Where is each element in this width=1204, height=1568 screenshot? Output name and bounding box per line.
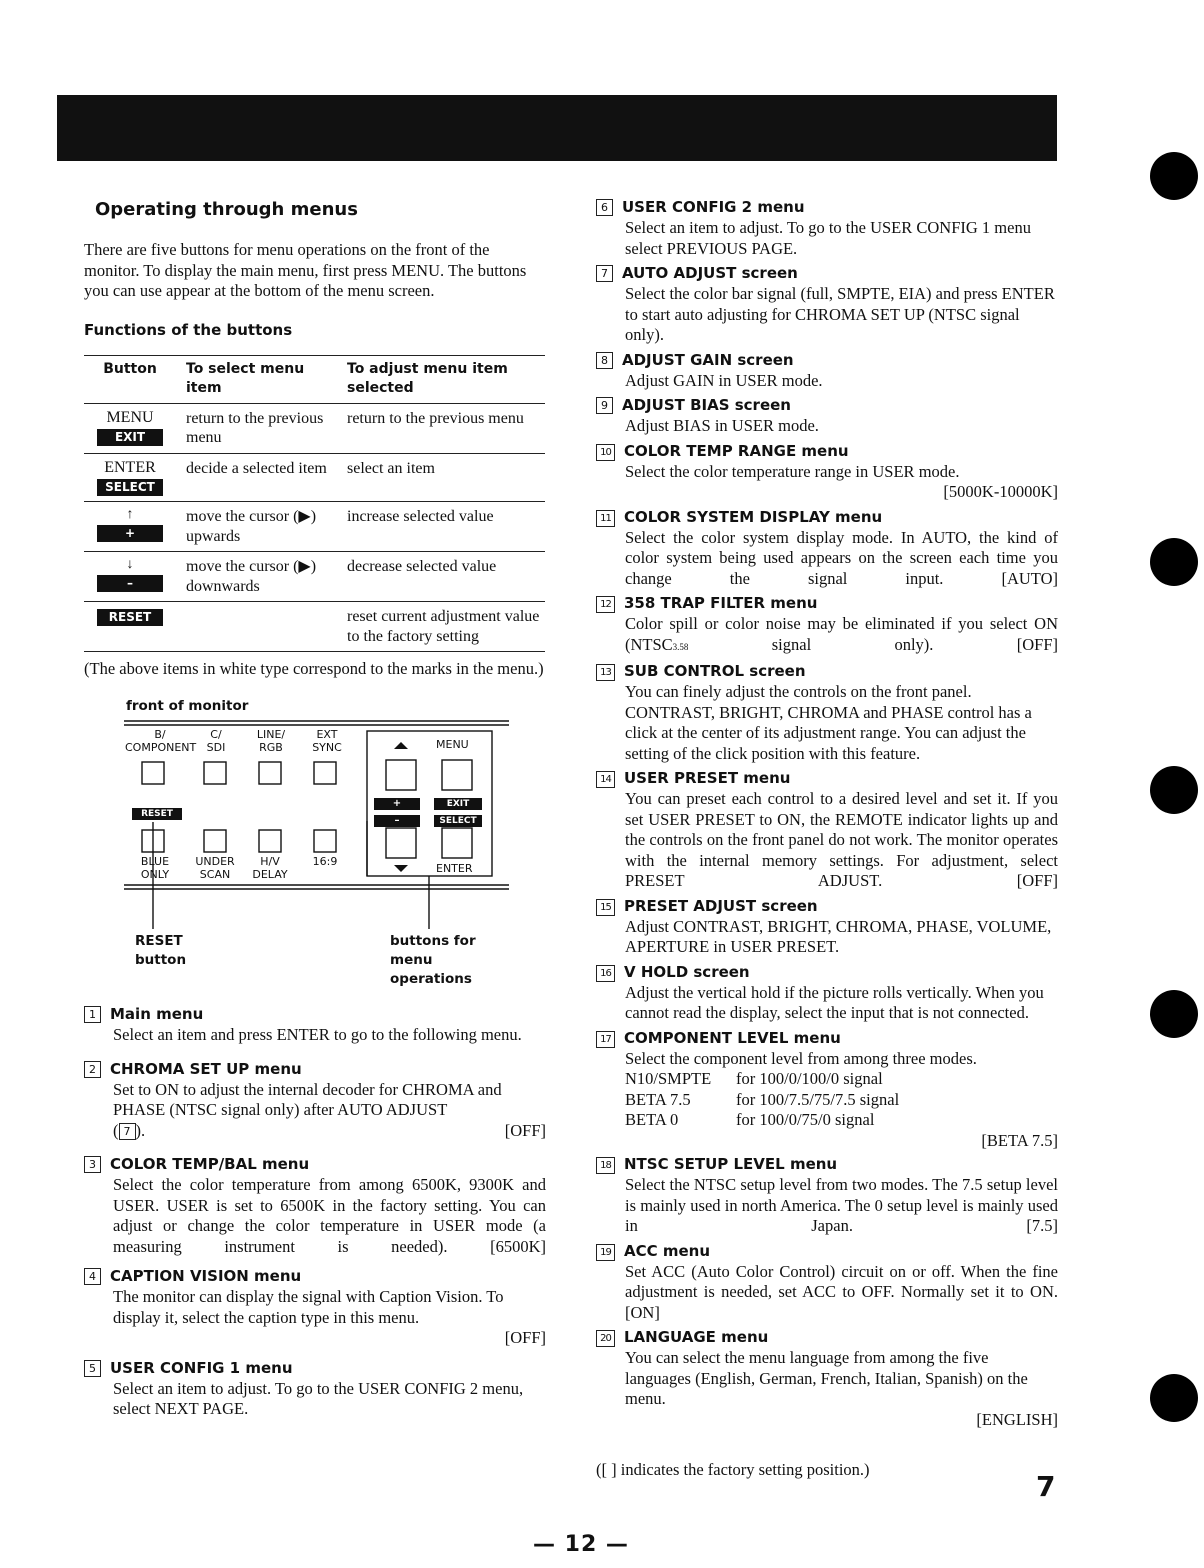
item-body: You can finely adjust the controls on the front panel. CONTRAST, BRIGHT, CHROMA and PHASE control has a click at the center of its adjustment range. You can adjust the setting of the click position with this feature. (625, 682, 1032, 763)
down-arrow-icon (394, 865, 408, 872)
table-row (84, 502, 545, 552)
default-value: [BETA 7.5] (981, 1130, 1058, 1150)
default-value: [ENGLISH] (976, 1409, 1058, 1429)
default-value: [OFF] (504, 1120, 546, 1140)
reset-tag: RESET (97, 609, 163, 626)
default-value: [OFF] (504, 1328, 546, 1347)
table-cell: return to the previous menu (341, 403, 545, 453)
buttons-table (84, 355, 545, 653)
item-body: Select the color bar signal (full, SMPTE, EIA) and press ENTER to start auto adjusting for CHROMA SET UP (NTSC signal only). (625, 284, 1055, 344)
panel-button[interactable] (314, 830, 336, 852)
item-body: Select the color system display mode. In AUTO, the kind of color system being used appears on the screen each time you change the signal input. (625, 527, 1058, 588)
item-title: COLOR TEMP RANGE menu (624, 441, 849, 460)
list-item (596, 440, 1058, 503)
item-title: USER CONFIG 1 menu (110, 1358, 293, 1377)
section-title: Operating through menus (95, 199, 358, 220)
down-arrow-icon: ↓ (126, 557, 134, 572)
item-number: 9 (596, 397, 613, 414)
item-number: 1 (84, 1006, 101, 1023)
item-title: ADJUST BIAS screen (622, 396, 791, 414)
item-title: CHROMA SET UP menu (110, 1059, 302, 1078)
minus-tag: – (97, 575, 163, 592)
item-number: 10 (596, 444, 615, 461)
item-number: 13 (596, 664, 615, 681)
binding-hole (1150, 538, 1198, 586)
reset-button-callout: RESET button (135, 933, 187, 968)
menu-label: MENU (436, 738, 469, 751)
list-item (84, 1153, 546, 1257)
item-body: The monitor can display the signal with Caption Vision. To display it, select the caption type in this menu. (113, 1287, 504, 1327)
item-body: Select the component level from among three modes. (625, 1048, 977, 1068)
item-number: 5 (84, 1360, 101, 1377)
item-title: USER CONFIG 2 menu (622, 198, 805, 216)
list-item (596, 394, 1058, 437)
mode-desc: for 100/0/100/0 signal (736, 1069, 883, 1088)
table-header: Button (84, 355, 180, 403)
button-name: MENU (106, 408, 154, 426)
page-number: — 12 — (533, 1532, 629, 1557)
under-scan-label: UNDER SCAN (195, 855, 235, 881)
panel-button[interactable] (259, 830, 281, 852)
list-item (596, 660, 1058, 764)
functions-subheading: Functions of the buttons (84, 320, 293, 339)
select-tag: SELECT (97, 479, 163, 496)
up-arrow-icon (394, 742, 408, 749)
item-body: Select an item to adjust. To go to the USER CONFIG 2 menu, select NEXT PAGE. (113, 1378, 524, 1418)
item-number: 12 (596, 596, 615, 613)
up-arrow-icon: ↑ (126, 507, 134, 522)
item-title: COMPONENT LEVEL menu (624, 1028, 841, 1047)
intro-paragraph: There are five buttons for menu operations on the front of the monitor. To display the main menu, first press MENU. The buttons you can use appear at the bottom of the menu screen. (84, 240, 527, 300)
item-number: 6 (596, 199, 613, 216)
table-cell: move the cursor (▶) upwards (180, 502, 341, 552)
list-item (596, 196, 1058, 259)
exit-panel-tag: EXIT (446, 799, 470, 809)
menu-panel-button[interactable] (442, 760, 472, 790)
item-number: 19 (596, 1244, 615, 1261)
mode-list (625, 1069, 1058, 1131)
default-value: [5000K-10000K] (943, 482, 1058, 501)
list-item (596, 1326, 1058, 1430)
table-row (84, 602, 545, 652)
button-name: ENTER (104, 458, 156, 476)
list-item (596, 1153, 1058, 1237)
binding-hole (1150, 766, 1198, 814)
table-row (84, 403, 545, 453)
sync-label: EXT SYNC (312, 728, 342, 754)
hv-delay-label: H/V DELAY (252, 855, 288, 881)
table-cell: increase selected value (341, 502, 545, 552)
plus-panel-tag: + (392, 798, 402, 809)
component-label: B/ COMPONENT (125, 728, 197, 754)
up-panel-button[interactable] (386, 760, 416, 790)
item-number: 3 (84, 1156, 101, 1173)
table-cell: decide a selected item (180, 453, 341, 502)
item-body: Adjust GAIN in USER mode. (625, 370, 823, 390)
menu-buttons-callout: buttons for menu operations (390, 933, 476, 987)
list-item (596, 592, 1058, 657)
item-title: CAPTION VISION menu (110, 1267, 302, 1285)
exit-tag: EXIT (97, 429, 163, 446)
table-cell: return to the previous menu (180, 403, 341, 453)
list-item (596, 506, 1058, 590)
item-body: Color spill or color noise may be eliminated if you select ON (NTSC (625, 614, 1058, 654)
item-body: Select the color temperature range in USER mode. (625, 461, 960, 481)
table-header: To adjust menu item selected (341, 355, 545, 403)
list-item (596, 262, 1058, 346)
item-number: 16 (596, 965, 615, 982)
list-item (596, 895, 1058, 958)
default-value: [OFF] (1016, 634, 1058, 654)
down-panel-button[interactable] (386, 828, 416, 858)
item-number: 8 (596, 352, 613, 369)
binding-hole (1150, 990, 1198, 1038)
reset-panel-tag: RESET (141, 809, 173, 819)
aspect-label: 16:9 (312, 855, 338, 868)
table-cell: decrease selected value (341, 552, 545, 602)
select-panel-tag: SELECT (439, 816, 477, 826)
item-body: You can select the menu language from among the five languages (English, German, French, Italian, Spanish) on the menu. (625, 1348, 1028, 1408)
item-body: Set to ON to adjust the internal decoder for CHROMA and PHASE (NTSC signal only) after AUTO ADJUST (113, 1079, 502, 1119)
item-number: 4 (84, 1268, 101, 1285)
rgb-label: LINE/ RGB (256, 728, 286, 754)
subscript: 3.58 (672, 641, 689, 652)
item-title: ADJUST GAIN screen (622, 350, 794, 369)
table-row (84, 453, 545, 502)
table-header: To select menu item (180, 355, 341, 403)
item-body: Select the NTSC setup level from two modes. The 7.5 setup level is mainly used in north America. The 0 setup level is mainly used in Japan. (625, 1175, 1058, 1235)
table-note: (The above items in white type correspond to the marks in the menu.) (84, 659, 544, 678)
mode-name: N10/SMPTE (625, 1069, 712, 1088)
default-value: [7.5] (1026, 1216, 1058, 1235)
item-body: Adjust the vertical hold if the picture rolls vertically. When you cannot read the display, select the input that is not connected. (625, 982, 1044, 1022)
list-item (596, 961, 1058, 1024)
item-body: Select an item to adjust. To go to the USER CONFIG 1 menu select PREVIOUS PAGE. (625, 218, 1031, 258)
item-title: LANGUAGE menu (624, 1328, 769, 1346)
front-panel-diagram (84, 716, 546, 1006)
item-title: AUTO ADJUST screen (622, 264, 798, 282)
item-number: 11 (596, 510, 615, 527)
item-number: 15 (596, 899, 615, 916)
item-title: PRESET ADJUST screen (624, 896, 818, 915)
item-title: NTSC SETUP LEVEL menu (624, 1155, 838, 1173)
list-item (84, 1003, 546, 1046)
item-body: You can preset each control to a desired level and set it. If you set USER PRESET to ON, the REMOTE indicator lights up and the controls on the front panel do not work. The monitor operates with the internal memory settings. For adjustment, select PRESET ADJUST. (625, 789, 1058, 890)
item-ref: 7 (119, 1123, 136, 1140)
item-number: 20 (596, 1330, 615, 1347)
input-button[interactable] (259, 762, 281, 784)
list-item (596, 349, 1058, 392)
figure-title: front of monitor (126, 697, 249, 714)
header-banner (57, 95, 1057, 161)
list-item (596, 1027, 1058, 1152)
item-number: 18 (596, 1157, 615, 1174)
item-number: 17 (596, 1031, 615, 1048)
item-body-end: signal only). (688, 634, 934, 654)
item-title: COLOR SYSTEM DISPLAY menu (624, 507, 883, 526)
enter-label: ENTER (436, 862, 473, 875)
item-title: Main menu (110, 1005, 204, 1023)
item-body: Adjust CONTRAST, BRIGHT, CHROMA, PHASE, VOLUME, APERTURE in USER PRESET. (625, 916, 1052, 956)
default-value: [ON] (625, 1302, 660, 1322)
default-value: [AUTO] (1001, 568, 1058, 588)
item-title: COLOR TEMP/BAL menu (110, 1155, 310, 1173)
table-cell: select an item (341, 453, 545, 502)
list-item (596, 1240, 1058, 1324)
item-number: 2 (84, 1061, 101, 1078)
list-item (596, 767, 1058, 892)
item-body: Select the color temperature from among 6500K, 9300K and USER. USER is set to 6500K in the factory setting. You can adjust or change the color temperature in USER mode (a measuring instrument is needed). (113, 1175, 546, 1256)
table-cell: reset current adjustment value to the factory setting (341, 602, 545, 652)
blue-only-label: BLUE ONLY (140, 855, 170, 881)
right-column (596, 196, 1058, 1481)
default-value: [6500K] (490, 1236, 546, 1256)
list-item (84, 1357, 546, 1420)
minus-panel-tag: – (394, 815, 400, 826)
footnote: ([ ] indicates the factory setting position.) (596, 1460, 870, 1479)
item-title: USER PRESET menu (624, 769, 791, 787)
mode-name: BETA 7.5 (625, 1089, 691, 1109)
table-row (84, 552, 545, 602)
table-cell: move the cursor (▶) downwards (180, 552, 341, 602)
list-item: 2 CHROMA SET UP menu Set to ON to adjust the internal decoder for CHROMA and PHASE (NTSC signal only) after AUTO ADJUST ( 7 ). [OFF] (84, 1058, 546, 1142)
binding-hole (1150, 152, 1198, 200)
input-button[interactable] (314, 762, 336, 784)
chapter-number: 7 (1036, 1470, 1056, 1503)
item-title: ACC menu (624, 1241, 711, 1260)
input-button[interactable] (142, 762, 164, 784)
list-item (84, 1265, 546, 1349)
item-body: Adjust BIAS in USER mode. (625, 416, 819, 435)
item-number: 14 (596, 771, 615, 788)
sdi-label: C/ SDI (206, 728, 226, 754)
item-body: Set ACC (Auto Color Control) circuit on or off. When the fine adjustment is needed, set ACC to OFF. Normally set it to ON. (625, 1261, 1058, 1301)
input-button[interactable] (204, 762, 226, 784)
table-cell (180, 602, 341, 652)
item-title: SUB CONTROL screen (624, 662, 806, 680)
item-body: Select an item and press ENTER to go to the following menu. (113, 1025, 522, 1044)
plus-tag: + (97, 525, 163, 542)
default-value: [OFF] (1016, 871, 1058, 890)
left-column (84, 196, 546, 1420)
mode-desc: for 100/7.5/75/7.5 signal (736, 1089, 900, 1109)
item-number: 7 (596, 265, 613, 282)
binding-hole (1150, 1374, 1198, 1422)
item-title: 358 TRAP FILTER menu (624, 594, 818, 612)
mode-name: BETA 0 (625, 1110, 679, 1129)
enter-panel-button[interactable] (442, 828, 472, 858)
mode-desc: for 100/0/75/0 signal (736, 1110, 875, 1129)
item-title: V HOLD screen (624, 962, 750, 981)
panel-button[interactable] (204, 830, 226, 852)
